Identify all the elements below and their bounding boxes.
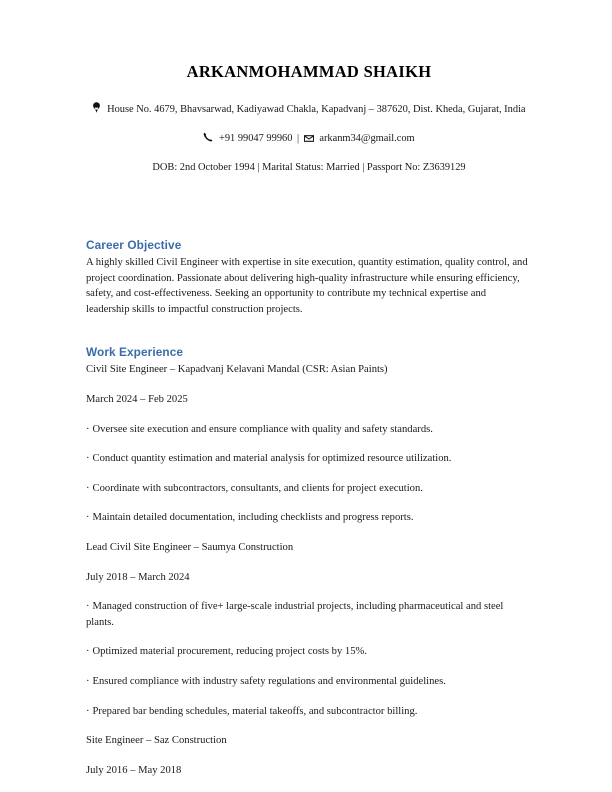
- phone-email-line: [86, 131, 532, 147]
- bullet-glyph: ·: [86, 601, 90, 613]
- work-experience-section: [86, 345, 532, 778]
- career-objective-heading: Career Objective: [86, 238, 182, 252]
- job-bullet-text: Conduct quantity estimation and material analysis for optimized resource utilization.: [92, 453, 452, 465]
- job-dates: July 2016 – May 2018: [86, 764, 182, 776]
- job-bullet-text: Oversee site execution and ensure compliance with quality and safety standards.: [92, 423, 433, 435]
- work-experience-heading: Work Experience: [86, 345, 184, 360]
- job-title: Site Engineer – Saz Construction: [86, 735, 227, 747]
- career-objective-text: A highly skilled Civil Engineer with expertise in site execution, quantity estimation, quality control, and project coordination. Passionate about delivering high-quality infrastructure while ensuring efficiency, safety, and cost-effectiveness. Seeking an opportunity to contribute my technical expertise and leadership skills to impactful construction projects.: [86, 257, 528, 315]
- job-dates: March 2024 – Feb 2025: [86, 393, 188, 405]
- email-address: arkanm34@gmail.com: [319, 133, 415, 144]
- candidate-name: ARKANMOHAMMAD SHAIKH: [186, 62, 432, 81]
- job-bullet: [86, 481, 532, 497]
- job-title: Lead Civil Site Engineer – Saumya Construction: [86, 541, 294, 553]
- job-bullet: [86, 510, 532, 526]
- job-bullet-text: Managed construction of five+ large-scale industrial projects, including pharmaceutical and steel plants.: [86, 601, 504, 628]
- phone-number: +91 99047 99960: [219, 133, 293, 144]
- career-objective-section: [86, 238, 532, 317]
- job-bullet-text: Optimized material procurement, reducing project costs by 15%.: [92, 646, 367, 658]
- envelope-icon: [304, 135, 314, 142]
- contact-separator: |: [297, 133, 300, 144]
- job-bullet-text: Maintain detailed documentation, including checklists and progress reports.: [92, 512, 414, 524]
- location-pin-icon: [92, 102, 101, 113]
- phone-icon: [203, 132, 213, 142]
- job-bullet-text: Ensured compliance with industry safety regulations and environmental guidelines.: [92, 675, 446, 687]
- personal-details-line: DOB: 2nd October 1994 | Marital Status: Married | Passport No: Z3639129: [152, 162, 466, 173]
- job-bullet: [86, 451, 532, 467]
- section-spacer: [86, 317, 532, 345]
- job-bullet: [86, 644, 532, 660]
- bullet-glyph: ·: [86, 675, 90, 687]
- address-text-line2: Gujarat, India: [467, 104, 526, 115]
- job-bullet: [86, 674, 532, 690]
- bullet-glyph: ·: [86, 482, 90, 494]
- job-entry: [86, 362, 532, 526]
- job-dates: July 2018 – March 2024: [86, 571, 190, 583]
- header-body-spacer: [86, 176, 532, 238]
- job-entry: [86, 733, 532, 778]
- address-line: [92, 102, 526, 118]
- job-title: Civil Site Engineer – Kapadvanj Kelavani Mandal (CSR: Asian Paints): [86, 364, 388, 376]
- address-text-line1: House No. 4679, Bhavsarwad, Kadiyawad Chakla, Kapadvanj – 387620, Dist. Kheda,: [107, 104, 466, 115]
- bullet-glyph: ·: [86, 512, 90, 524]
- bullet-glyph: ·: [86, 705, 90, 717]
- job-bullet-text: Prepared bar bending schedules, material takeoffs, and subcontractor billing.: [92, 705, 418, 717]
- job-bullet-text: Coordinate with subcontractors, consultants, and clients for project execution.: [92, 482, 423, 494]
- bullet-glyph: ·: [86, 646, 90, 658]
- job-bullet: [86, 422, 532, 438]
- bullet-glyph: ·: [86, 453, 90, 465]
- bullet-glyph: ·: [86, 423, 90, 435]
- job-entry: [86, 540, 532, 719]
- job-bullet: [86, 704, 532, 720]
- job-bullet: [86, 599, 532, 630]
